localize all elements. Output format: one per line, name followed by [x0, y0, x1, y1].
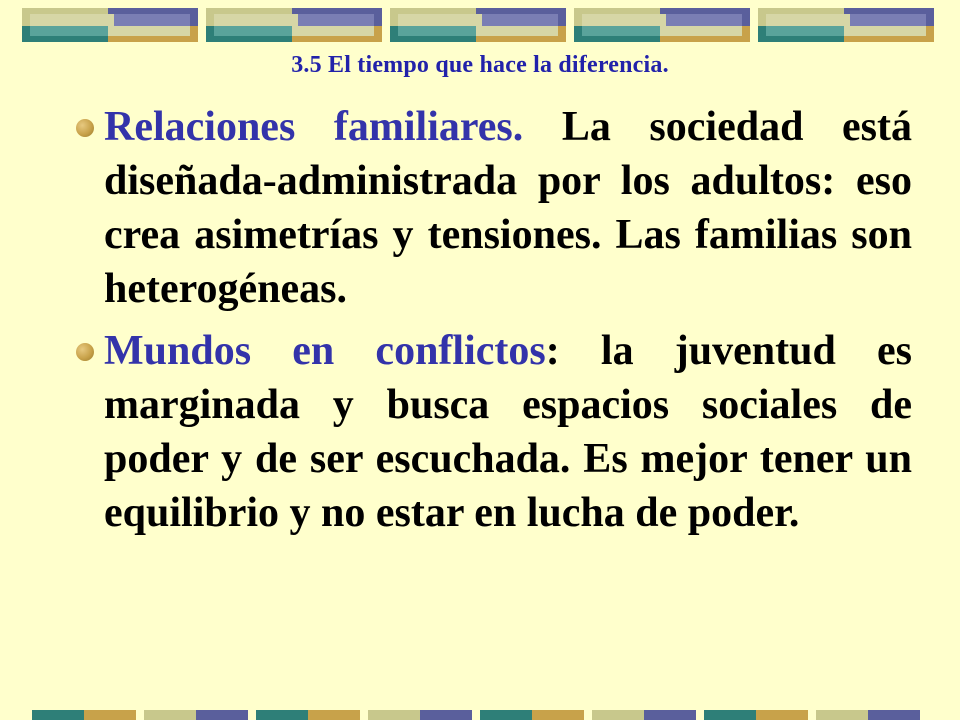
band-tile — [758, 8, 934, 42]
bullet-icon — [76, 119, 94, 137]
bullet-highlight: Relaciones familiares. — [104, 104, 524, 150]
bullet-text — [104, 324, 912, 540]
bullet-list — [70, 100, 912, 548]
top-decorative-band — [22, 8, 938, 42]
slide-title: 3.5 El tiempo que hace la diferencia. — [291, 52, 669, 78]
band-tile — [22, 8, 198, 42]
bullet-highlight: Mundos en conflictos — [104, 328, 546, 374]
band-tile — [390, 8, 566, 42]
band-tile — [206, 8, 382, 42]
bullet-item — [70, 100, 912, 316]
band-tile — [574, 8, 750, 42]
bullet-item — [70, 324, 912, 540]
bullet-icon — [76, 343, 94, 361]
bullet-body: : la juventud es marginada y busca espacios sociales de poder y de ser escuchada. Es mejor tener un equilibrio y no estar en lucha de poder. — [104, 328, 912, 536]
bullet-body: La sociedad está diseñada-administrada por los adultos: eso crea asimetrías y tensiones. Las familias son heterogéneas. — [104, 104, 912, 312]
bullet-text — [104, 100, 912, 316]
bottom-decorative-band — [32, 710, 960, 720]
